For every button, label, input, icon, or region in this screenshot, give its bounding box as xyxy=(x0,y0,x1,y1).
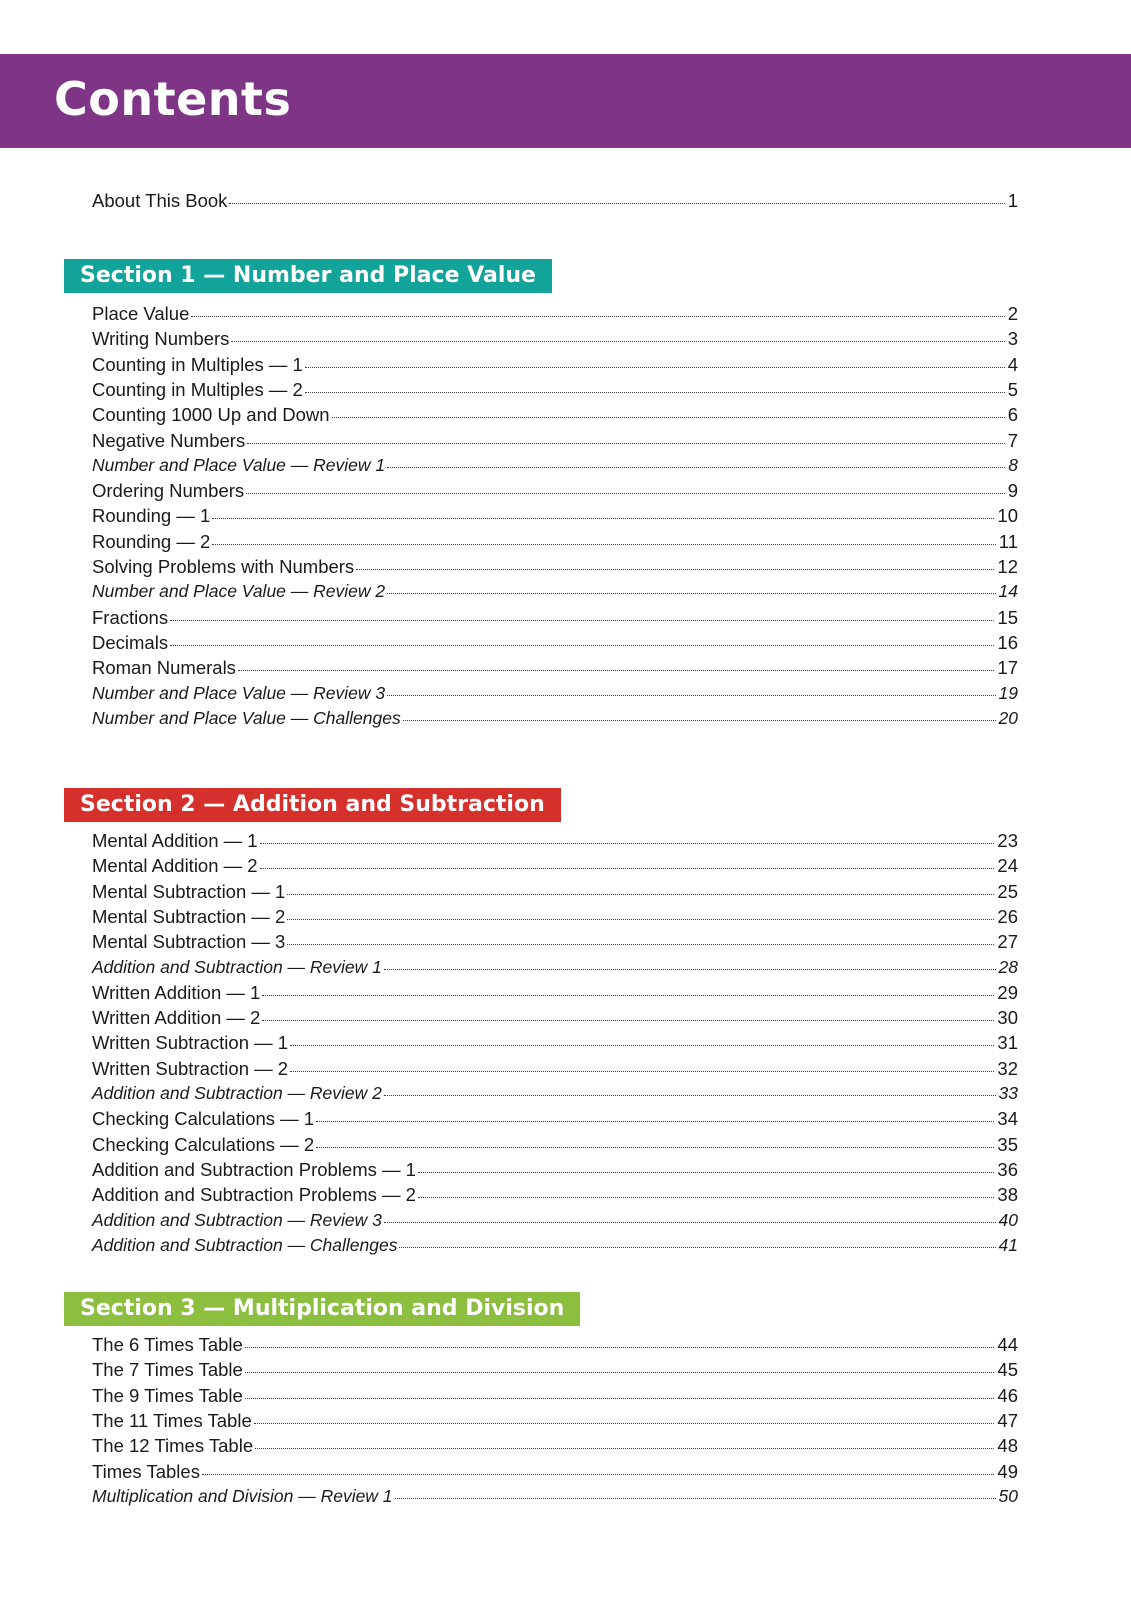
dot-leader xyxy=(229,203,1004,204)
toc-entry-title: Solving Problems with Numbers xyxy=(92,556,355,577)
dot-leader xyxy=(399,1247,995,1248)
toc-entry-page: 50 xyxy=(998,1486,1018,1506)
toc-entry[interactable] xyxy=(92,1435,1018,1459)
toc-entry[interactable] xyxy=(92,1007,1018,1031)
toc-entry-title: The 7 Times Table xyxy=(92,1359,243,1380)
toc-entry[interactable] xyxy=(92,379,1018,403)
toc-entry[interactable] xyxy=(92,830,1018,854)
toc-entry-title: Mental Subtraction — 1 xyxy=(92,881,286,902)
dot-leader xyxy=(245,1372,995,1373)
dot-leader xyxy=(384,1095,996,1096)
dot-leader xyxy=(395,1498,996,1499)
toc-entry-title: Addition and Subtraction Problems — 1 xyxy=(92,1159,416,1180)
toc-entry-page: 3 xyxy=(1007,328,1018,349)
toc-entry-about[interactable] xyxy=(92,190,1018,214)
dot-leader xyxy=(254,1423,995,1424)
toc-entry-page: 19 xyxy=(998,683,1018,703)
toc-entry-title: Addition and Subtraction — Review 1 xyxy=(92,957,382,977)
toc-entry-title: Place Value xyxy=(92,303,190,324)
dot-leader xyxy=(387,695,995,696)
toc-entry-title: Multiplication and Division — Review 1 xyxy=(92,1486,393,1506)
dot-leader xyxy=(191,316,1004,317)
toc-entry-title: Mental Addition — 2 xyxy=(92,855,258,876)
dot-leader xyxy=(262,1020,994,1021)
dot-leader xyxy=(384,969,996,970)
dot-leader xyxy=(287,944,994,945)
toc-entry[interactable] xyxy=(92,855,1018,879)
toc-entry[interactable] xyxy=(92,683,1018,707)
toc-entry-title: Mental Subtraction — 3 xyxy=(92,931,286,952)
toc-entry-title: Number and Place Value — Challenges xyxy=(92,708,401,728)
dot-leader xyxy=(356,569,994,570)
toc-entry[interactable] xyxy=(92,708,1018,732)
toc-entry-title: Counting in Multiples — 1 xyxy=(92,354,303,375)
toc-entry-title: Rounding — 2 xyxy=(92,531,211,552)
dot-leader xyxy=(238,670,994,671)
toc-entry-page: 7 xyxy=(1007,430,1018,451)
toc-entry-page: 4 xyxy=(1007,354,1018,375)
toc-entry-page: 38 xyxy=(997,1184,1018,1205)
toc-entry[interactable] xyxy=(92,957,1018,981)
toc-entry-page: 2 xyxy=(1007,303,1018,324)
toc-entry-title: Writing Numbers xyxy=(92,328,230,349)
toc-entry-page: 32 xyxy=(997,1058,1018,1079)
toc-entry-page: 33 xyxy=(998,1083,1018,1103)
toc-entry-page: 11 xyxy=(998,531,1018,552)
dot-leader xyxy=(403,720,996,721)
toc-entry-page: 5 xyxy=(1007,379,1018,400)
toc-entry-page: 35 xyxy=(997,1134,1018,1155)
dot-leader xyxy=(316,1147,994,1148)
toc-entry-title: Written Addition — 2 xyxy=(92,1007,261,1028)
section-2-heading: Section 2 — Addition and Subtraction xyxy=(64,788,561,822)
toc-entry[interactable] xyxy=(92,354,1018,378)
toc-entry-page: 48 xyxy=(997,1435,1018,1456)
toc-entry-title: Addition and Subtraction — Challenges xyxy=(92,1235,398,1255)
toc-entry-title: Negative Numbers xyxy=(92,430,246,451)
dot-leader xyxy=(212,518,994,519)
toc-entry[interactable] xyxy=(92,1359,1018,1383)
toc-entry[interactable] xyxy=(92,1334,1018,1358)
dot-leader xyxy=(418,1197,994,1198)
toc-entry[interactable] xyxy=(92,531,1018,555)
dot-leader xyxy=(247,443,1005,444)
dot-leader xyxy=(290,1071,994,1072)
dot-leader xyxy=(170,645,994,646)
section-1-heading: Section 1 — Number and Place Value xyxy=(64,259,552,293)
dot-leader xyxy=(287,894,994,895)
dot-leader xyxy=(262,995,994,996)
toc-entry-title: Fractions xyxy=(92,607,169,628)
toc-entry[interactable] xyxy=(92,455,1018,479)
toc-entry-page: 29 xyxy=(997,982,1018,1003)
dot-leader xyxy=(231,341,1004,342)
toc-entry-page: 14 xyxy=(998,581,1018,601)
toc-entry[interactable] xyxy=(92,1083,1018,1107)
toc-entry-page: 27 xyxy=(997,931,1018,952)
dot-leader xyxy=(245,1347,995,1348)
toc-entry-page: 9 xyxy=(1007,480,1018,501)
toc-entry-page: 40 xyxy=(998,1210,1018,1230)
toc-entry-page: 44 xyxy=(997,1334,1018,1355)
toc-entry-page: 12 xyxy=(997,556,1018,577)
section-3-heading: Section 3 — Multiplication and Division xyxy=(64,1292,580,1326)
toc-entry[interactable] xyxy=(92,1108,1018,1132)
toc-entry-page: 10 xyxy=(997,505,1018,526)
toc-entry-page: 23 xyxy=(997,830,1018,851)
toc-entry-title: The 11 Times Table xyxy=(92,1410,252,1431)
dot-leader xyxy=(387,467,1005,468)
toc-entry[interactable] xyxy=(92,1032,1018,1056)
toc-entry-title: Number and Place Value — Review 3 xyxy=(92,683,386,703)
dot-leader xyxy=(316,1121,994,1122)
toc-entry-title: Counting 1000 Up and Down xyxy=(92,404,330,425)
dot-leader xyxy=(245,1398,995,1399)
dot-leader xyxy=(332,417,1005,418)
toc-entry[interactable] xyxy=(92,1159,1018,1183)
toc-entry[interactable] xyxy=(92,581,1018,605)
toc-entry[interactable] xyxy=(92,1058,1018,1082)
toc-entry-title: About This Book xyxy=(92,190,228,211)
toc-entry-title: The 6 Times Table xyxy=(92,1334,243,1355)
toc-entry[interactable] xyxy=(92,1134,1018,1158)
toc-entry-title: Mental Addition — 1 xyxy=(92,830,258,851)
toc-entry-page: 20 xyxy=(998,708,1018,728)
toc-entry-page: 26 xyxy=(997,906,1018,927)
dot-leader xyxy=(287,919,994,920)
toc-entry-title: Addition and Subtraction — Review 3 xyxy=(92,1210,382,1230)
toc-entry-page: 49 xyxy=(997,1461,1018,1482)
dot-leader xyxy=(212,544,996,545)
toc-entry-page: 16 xyxy=(997,632,1018,653)
toc-entry-title: Decimals xyxy=(92,632,169,653)
toc-entry[interactable] xyxy=(92,556,1018,580)
toc-entry[interactable] xyxy=(92,982,1018,1006)
toc-entry-title: Number and Place Value — Review 1 xyxy=(92,455,386,475)
toc-entry-title: The 9 Times Table xyxy=(92,1385,243,1406)
toc-entry-page: 45 xyxy=(997,1359,1018,1380)
toc-entry-title: Number and Place Value — Review 2 xyxy=(92,581,386,601)
toc-entry[interactable] xyxy=(92,1486,1018,1510)
dot-leader xyxy=(290,1045,994,1046)
toc-entry-page: 15 xyxy=(997,607,1018,628)
toc-entry[interactable] xyxy=(92,480,1018,504)
toc-entry[interactable] xyxy=(92,632,1018,656)
dot-leader xyxy=(418,1172,994,1173)
toc-entry-title: Mental Subtraction — 2 xyxy=(92,906,286,927)
toc-entry-title: Roman Numerals xyxy=(92,657,236,678)
toc-entry[interactable] xyxy=(92,607,1018,631)
toc-entry[interactable] xyxy=(92,1385,1018,1409)
toc-entry-page: 46 xyxy=(997,1385,1018,1406)
dot-leader xyxy=(246,493,1005,494)
toc-entry-title: Written Subtraction — 1 xyxy=(92,1032,289,1053)
toc-entry-page: 41 xyxy=(998,1235,1018,1255)
toc-entry[interactable] xyxy=(92,328,1018,352)
toc-entry[interactable] xyxy=(92,1235,1018,1259)
toc-entry-title: Ordering Numbers xyxy=(92,480,245,501)
toc-entry-page: 31 xyxy=(997,1032,1018,1053)
toc-entry-page: 36 xyxy=(997,1159,1018,1180)
toc-entry[interactable] xyxy=(92,303,1018,327)
toc-entry-title: Addition and Subtraction — Review 2 xyxy=(92,1083,382,1103)
toc-entry-title: Checking Calculations — 1 xyxy=(92,1108,315,1129)
toc-entry-page: 25 xyxy=(997,881,1018,902)
toc-entry-title: Times Tables xyxy=(92,1461,200,1482)
toc-entry[interactable] xyxy=(92,404,1018,428)
toc-entry-page: 34 xyxy=(997,1108,1018,1129)
toc-entry-title: Counting in Multiples — 2 xyxy=(92,379,303,400)
dot-leader xyxy=(260,868,995,869)
toc-entry[interactable] xyxy=(92,1184,1018,1208)
toc-entry-page: 24 xyxy=(997,855,1018,876)
toc-entry-page: 47 xyxy=(997,1410,1018,1431)
toc-entry[interactable] xyxy=(92,906,1018,930)
toc-entry-title: The 12 Times Table xyxy=(92,1435,254,1456)
toc-entry[interactable] xyxy=(92,931,1018,955)
dot-leader xyxy=(305,392,1005,393)
toc-entry-page: 28 xyxy=(998,957,1018,977)
toc-entry-page: 1 xyxy=(1007,190,1018,211)
toc-entry[interactable] xyxy=(92,430,1018,454)
toc-entry[interactable] xyxy=(92,657,1018,681)
toc-entry[interactable] xyxy=(92,881,1018,905)
dot-leader xyxy=(202,1474,994,1475)
toc-entry[interactable] xyxy=(92,1410,1018,1434)
toc-entry-title: Rounding — 1 xyxy=(92,505,211,526)
dot-leader xyxy=(305,367,1005,368)
dot-leader xyxy=(260,843,995,844)
toc-entry-title: Checking Calculations — 2 xyxy=(92,1134,315,1155)
dot-leader xyxy=(384,1222,996,1223)
toc-entry-title: Written Subtraction — 2 xyxy=(92,1058,289,1079)
toc-entry-title: Addition and Subtraction Problems — 2 xyxy=(92,1184,416,1205)
toc-entry[interactable] xyxy=(92,1210,1018,1234)
dot-leader xyxy=(387,593,995,594)
toc-entry-page: 6 xyxy=(1007,404,1018,425)
dot-leader xyxy=(255,1448,994,1449)
toc-entry-page: 30 xyxy=(997,1007,1018,1028)
toc-entry[interactable] xyxy=(92,1461,1018,1485)
toc-entry-title: Written Addition — 1 xyxy=(92,982,261,1003)
dot-leader xyxy=(170,620,994,621)
page-title: Contents xyxy=(54,72,292,126)
toc-entry-page: 8 xyxy=(1008,455,1018,475)
toc-entry-page: 17 xyxy=(997,657,1018,678)
toc-entry[interactable] xyxy=(92,505,1018,529)
